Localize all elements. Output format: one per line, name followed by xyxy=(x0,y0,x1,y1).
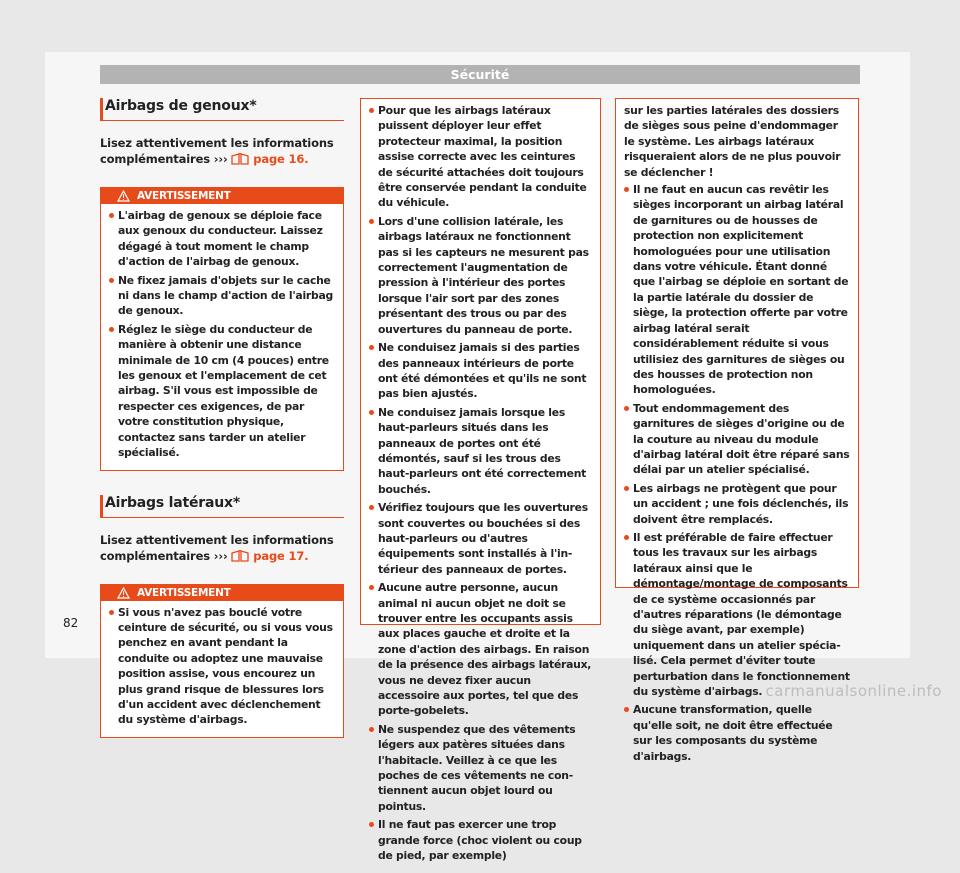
list-item: Réglez le siège du conducteur de manière à obtenir une distance minimale de 10 cm (4 pouces) entre les genoux et l'emplacement de cet airbag. S'il vous est impossible de respecter ces exigences, de par votre constitution physique, contactez sans tarder un atelier spécialisé. xyxy=(109,322,335,461)
list-item: Vérifiez toujours que les ouvertures sont couvertes ou bouchées si des haut-parleurs ou d'autres équipements sont installés à l'intérieur des panneaux de portes. xyxy=(369,500,592,577)
continued-text: sur les parties latérales des dossiers de sièges sous peine d'endommager le système. Les airbags latéraux risqueraient alors de ne plus pouvoir se déclencher ! xyxy=(624,104,841,179)
list-item: Ne fixez jamais d'objets sur le cache ni dans le champ d'action de l'airbag de genoux. xyxy=(109,273,335,319)
warning-list xyxy=(101,601,343,737)
warning-triangle-icon xyxy=(117,587,130,599)
list-item: Aucune autre personne, aucun animal ni aucun objet ne doit se trouver entre les occupants assis aux places gauche et droite et la zone d'action des airbags. En raison de la présence des airbags latéraux, vous ne devez fixer aucun accessoire aux portes, tel que des porte-gobelets. xyxy=(369,580,592,719)
intro-knee-airbags xyxy=(100,135,344,167)
warning-label: AVERTISSEMENT xyxy=(137,190,231,202)
list-item: Les airbags ne protègent que pour un accident ; une fois déclenchés, ils doivent être remplacés. xyxy=(624,481,850,527)
warning-continuation-box xyxy=(360,98,601,863)
warning-label: AVERTISSEMENT xyxy=(137,586,231,599)
list-item: Lors d'une collision latérale, les airbags latéraux ne fonctionnent pas si les capteurs ne mesurent pas correctement l'augmentation de pression à l'intérieur des portes lorsque l'air sort par des zones présentant des trous ou par des ouvertures du panneau de porte. xyxy=(369,214,592,337)
book-reference-icon xyxy=(231,550,249,562)
intro-text: Lisez attentivement les informations complémentaires ››› xyxy=(100,136,334,166)
title-underline xyxy=(100,120,344,121)
list-item: Ne conduisez jamais si des parties des panneaux intérieurs de porte ont été démontées et qu'ils ne sont pas bien ajustés. xyxy=(369,340,592,402)
list-item: Ne suspendez que des vêtements légers aux patères situées dans l'habitacle. Veillez à ce que les poches de ces vêtements ne contiennent aucun objet lourd ou pointus. xyxy=(369,722,592,814)
warning-triangle-icon xyxy=(117,190,130,202)
warning-header xyxy=(101,585,343,601)
left-column xyxy=(100,98,344,738)
list-item: Tout endommagement des garnitures de sièges d'origine ou de la couture au niveau du module d'airbag latéral doit être réparé sans délai par un atelier spécialisé. xyxy=(624,401,850,478)
warning-header xyxy=(101,188,343,204)
intro-text: Lisez attentivement les informations complémentaires ››› xyxy=(100,532,334,563)
list-item: Pour que les airbags latéraux puissent déployer leur effet protecteur maximal, la position assise correcte avec les ceintures de sécurité attachées doit toujours être conservée pendant la conduite du véhicule. xyxy=(369,103,592,211)
warning-box-side xyxy=(100,584,344,738)
list-item: Ne conduisez jamais lorsque les haut-parleurs situés dans les panneaux de portes ont été démontés, sauf si les trous des haut-parleurs ont été correctement bouchés. xyxy=(369,405,592,497)
book-reference-icon xyxy=(231,153,249,165)
list-item: L'airbag de genoux se déploie face aux genoux du conducteur. Laissez dégagé à tout moment le champ d'action de l'airbag de genoux. xyxy=(109,208,335,270)
middle-column xyxy=(360,98,601,863)
warning-list xyxy=(101,204,343,470)
warning-box-knee xyxy=(100,187,344,471)
list-item: Il ne faut en aucun cas revêtir les sièges incorporant un airbag latéral de garnitures ou de housses de protection non explicitement homologuées pour une utilisation dans votre véhicule. Étant donné que l'airbag se déploie en sortant de la partie latérale du dossier de siège, la protection offerte par votre airbag latéral serait considérablement réduite si vous utilisiez des garnitures de sièges ou des housses de protection non homologuées. xyxy=(624,182,850,398)
title-underline xyxy=(100,517,344,518)
list-item: Il est préférable de faire effectuer tous les travaux sur les airbags latéraux ainsi que le démontage/montage de composants de ce système occasionnés par d'autres réparations (le démontage du siège avant, par exemple) uniquement dans un atelier spécialisé. Cela permet d'éviter toute perturbation dans le fonctionnement du système d'airbags. xyxy=(624,530,850,699)
page-reference-link[interactable]: page 17. xyxy=(253,548,309,563)
watermark: carmanualsonline.info xyxy=(765,682,942,700)
list-item: Si vous n'avez pas bouclé votre ceinture de sécurité, ou si vous vous penchez en avant pendant la conduite ou adoptez une mauvaise position assise, vous encourez un plus grand risque de blessures lors d'un accident avec déclenchement du système d'airbags. xyxy=(109,605,335,728)
section-title-side-airbags: Airbags latéraux* xyxy=(100,495,344,517)
section-header: Sécurité xyxy=(100,65,860,84)
list-item: Il ne faut pas exercer une trop grande force (choc violent ou coup de pied, par exemple) xyxy=(369,817,592,863)
page-number: 82 xyxy=(63,616,79,630)
warning-list xyxy=(361,99,600,873)
intro-side-airbags xyxy=(100,532,344,564)
page-reference-link[interactable]: page 16. xyxy=(253,152,309,166)
section-title-knee-airbags: Airbags de genoux* xyxy=(100,98,344,120)
list-item: Aucune transformation, quelle qu'elle soit, ne doit être effectuée sur les composants du système d'airbags. xyxy=(624,702,850,764)
